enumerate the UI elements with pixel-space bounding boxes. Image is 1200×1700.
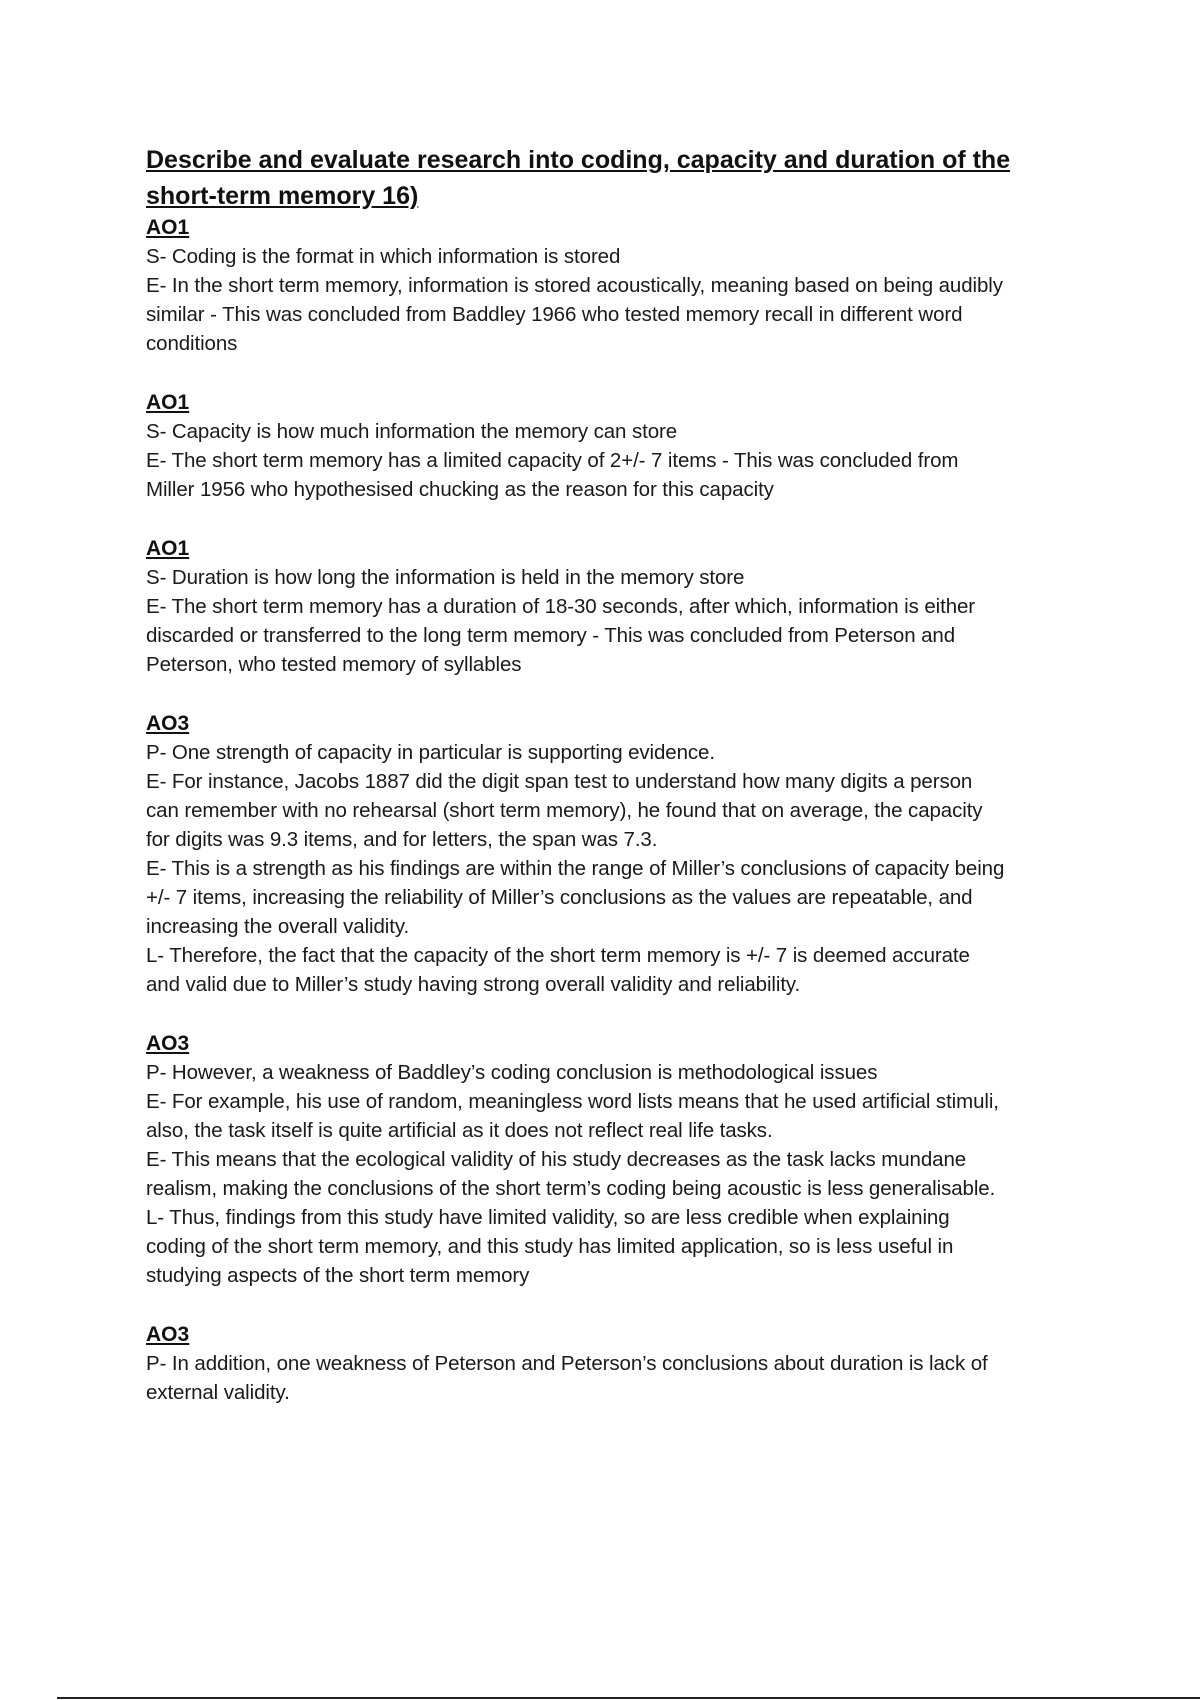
paragraph-line: E- This is a strength as his findings are within the range of Miller’s conclusions of capacity being bbox=[146, 857, 1005, 880]
paragraph-line: coding of the short term memory, and this study has limited application, so is less useful in bbox=[146, 1235, 954, 1258]
paragraph-line: L- Thus, findings from this study have limited validity, so are less credible when explaining bbox=[146, 1206, 950, 1229]
paragraph-line: can remember with no rehearsal (short term memory), he found that on average, the capacity bbox=[146, 799, 983, 822]
section-ao1-capacity bbox=[146, 389, 1096, 504]
paragraph-line: +/- 7 items, increasing the reliability of Miller’s conclusions as the values are repeatable, and bbox=[146, 886, 973, 909]
paragraph-line: E- For example, his use of random, meaningless word lists means that he used artificial stimuli, bbox=[146, 1090, 999, 1113]
section-ao1-duration bbox=[146, 535, 1096, 679]
paragraph-line: P- However, a weakness of Baddley’s coding conclusion is methodological issues bbox=[146, 1061, 878, 1084]
paragraph-line: E- For instance, Jacobs 1887 did the digit span test to understand how many digits a person bbox=[146, 770, 973, 793]
paragraph-line: L- Therefore, the fact that the capacity of the short term memory is +/- 7 is deemed accurate bbox=[146, 944, 970, 967]
paragraph-line: P- In addition, one weakness of Peterson and Peterson’s conclusions about duration is lack of bbox=[146, 1352, 988, 1375]
paragraph-line: Miller 1956 who hypothesised chucking as the reason for this capacity bbox=[146, 478, 774, 501]
section-heading: AO3 bbox=[146, 1323, 190, 1346]
paragraph-line: realism, making the conclusions of the short term’s coding being acoustic is less generalisable. bbox=[146, 1177, 996, 1200]
paragraph-line: discarded or transferred to the long term memory - This was concluded from Peterson and bbox=[146, 624, 956, 647]
paragraph-line: external validity. bbox=[146, 1381, 290, 1404]
paragraph-line: also, the task itself is quite artificial as it does not reflect real life tasks. bbox=[146, 1119, 773, 1142]
section-heading: AO1 bbox=[146, 391, 190, 414]
paragraph-line: and valid due to Miller’s study having strong overall validity and reliability. bbox=[146, 973, 801, 996]
paragraph-line: S- Duration is how long the information is held in the memory store bbox=[146, 566, 745, 589]
paragraph-line: studying aspects of the short term memory bbox=[146, 1264, 530, 1287]
title-line: Describe and evaluate research into coding, capacity and duration of the bbox=[146, 146, 1011, 174]
paragraph-line: E- In the short term memory, information is stored acoustically, meaning based on being audibly bbox=[146, 274, 1003, 297]
paragraph-line: E- The short term memory has a duration of 18-30 seconds, after which, information is either bbox=[146, 595, 976, 618]
section-ao3-duration-weakness bbox=[146, 1321, 1096, 1407]
section-heading: AO3 bbox=[146, 1032, 190, 1055]
section-ao3-capacity-strength bbox=[146, 710, 1096, 999]
paragraph-line: increasing the overall validity. bbox=[146, 915, 410, 938]
section-ao1-coding bbox=[146, 214, 1096, 358]
paragraph-line: similar - This was concluded from Baddley 1966 who tested memory recall in different word bbox=[146, 303, 963, 326]
document-title bbox=[146, 142, 1096, 214]
page-bottom-divider bbox=[57, 1697, 1200, 1699]
sections-container bbox=[146, 214, 1096, 1407]
paragraph-line: S- Coding is the format in which information is stored bbox=[146, 245, 621, 268]
paragraph-line: E- This means that the ecological validity of his study decreases as the task lacks mundane bbox=[146, 1148, 967, 1171]
document-page bbox=[146, 142, 1096, 1438]
section-heading: AO3 bbox=[146, 712, 190, 735]
paragraph-line: conditions bbox=[146, 332, 238, 355]
paragraph-line: Peterson, who tested memory of syllables bbox=[146, 653, 522, 676]
title-line: short-term memory 16) bbox=[146, 182, 419, 210]
paragraph-line: for digits was 9.3 items, and for letters, the span was 7.3. bbox=[146, 828, 658, 851]
paragraph-line: E- The short term memory has a limited capacity of 2+/- 7 items - This was concluded from bbox=[146, 449, 959, 472]
section-heading: AO1 bbox=[146, 537, 190, 560]
section-heading: AO1 bbox=[146, 216, 190, 239]
paragraph-line: S- Capacity is how much information the memory can store bbox=[146, 420, 678, 443]
paragraph-line: P- One strength of capacity in particular is supporting evidence. bbox=[146, 741, 715, 764]
section-ao3-coding-weakness bbox=[146, 1030, 1096, 1290]
